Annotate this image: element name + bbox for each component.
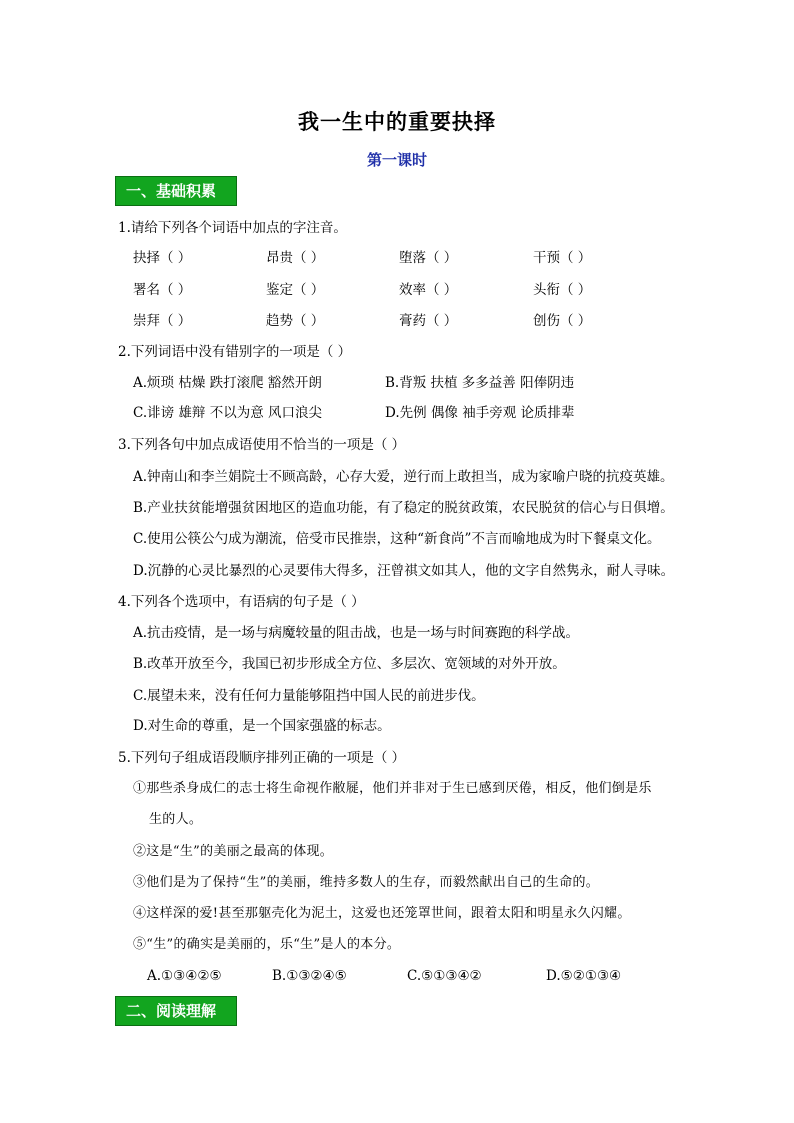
q1-word: 创伤（ ） <box>533 313 592 329</box>
q5-option-d: D.⑤②①③④ <box>546 968 622 984</box>
question-1-stem: 1.请给下列各个词语中加点的字注音。 <box>118 220 347 236</box>
page-title: 我一生中的重要抉择 <box>298 110 496 134</box>
q4-option-d: D.对生命的尊重，是一个国家强盛的标志。 <box>133 718 391 734</box>
q5-sentence-4: ④这样深的爱!甚至那躯壳化为泥土，这爱也还笼罩世间，跟着太阳和明星永久闪耀。 <box>133 906 631 921</box>
q2-option-d: D.先例 偶像 袖手旁观 论质排辈 <box>385 405 575 421</box>
section-header-reading: 二、阅读理解 <box>115 996 237 1026</box>
q1-word: 昂贵（ ） <box>266 250 325 266</box>
q5-option-b: B.①③②④⑤ <box>272 968 347 984</box>
q5-sentence-2: ②这是“生”的美丽之最高的体现。 <box>133 844 334 859</box>
q1-word: 崇拜（ ） <box>133 313 192 329</box>
q3-option-c: C.使用公筷公勺成为潮流，倍受市民推崇，这种“新食尚”不言而喻地成为时下餐桌文化。 <box>133 531 661 547</box>
page-subtitle: 第一课时 <box>366 151 427 169</box>
q3-option-a: A.钟南山和李兰娟院士不顾高龄，心存大爱，逆行而上敢担当，成为家喻户晓的抗疫英雄。 <box>133 469 674 485</box>
q5-option-a: A.①③④②⑤ <box>147 968 222 984</box>
q1-word: 干预（ ） <box>533 250 592 266</box>
q4-option-b: B.改革开放至今，我国已初步形成全方位、多层次、宽领域的对外开放。 <box>133 656 566 672</box>
q1-word: 效率（ ） <box>399 282 458 298</box>
q1-word: 头衔（ ） <box>533 282 592 298</box>
question-5-stem: 5.下列句子组成语段顺序排列正确的一项是（ ） <box>118 750 406 766</box>
q4-option-c: C.展望未来，没有任何力量能够阻挡中国人民的前进步伐。 <box>133 688 485 704</box>
q5-option-c: C.⑤①③④② <box>407 968 482 984</box>
q2-option-c: C.诽谤 雄辩 不以为意 风口浪尖 <box>133 405 323 421</box>
q1-word: 趋势（ ） <box>266 313 325 329</box>
q2-option-b: B.背叛 扶植 多多益善 阳俸阴违 <box>385 375 575 391</box>
q1-word: 署名（ ） <box>133 282 192 298</box>
q5-sentence-3: ③他们是为了保持“生”的美丽，维持多数人的生存，而毅然献出自己的生命的。 <box>133 875 600 890</box>
section-header-basic: 一、基础积累 <box>115 176 237 206</box>
q1-word: 鉴定（ ） <box>266 282 325 298</box>
q1-word: 膏药（ ） <box>399 313 458 329</box>
q5-sentence-5: ⑤“生”的确实是美丽的，乐“生”是人的本分。 <box>133 937 401 952</box>
q3-option-d: D.沉静的心灵比暴烈的心灵要伟大得多，汪曾祺文如其人，他的文字自然隽永，耐人寻味。 <box>133 563 675 579</box>
q4-option-a: A.抗击疫情，是一场与病魔较量的阻击战，也是一场与时间赛跑的科学战。 <box>133 625 580 641</box>
question-4-stem: 4.下列各个选项中，有语病的句子是（ ） <box>118 594 365 610</box>
q2-option-a: A.烦琐 枯燥 跌打滚爬 豁然开朗 <box>133 375 322 391</box>
q1-word: 堕落（ ） <box>399 250 458 266</box>
q1-word: 抉择（ ） <box>133 250 192 266</box>
question-3-stem: 3.下列各句中加点成语使用不恰当的一项是（ ） <box>118 437 406 453</box>
q3-option-b: B.产业扶贫能增强贫困地区的造血功能，有了稳定的脱贫政策，农民脱贫的信心与日俱增。 <box>133 500 674 516</box>
question-2-stem: 2.下列词语中没有错别字的一项是（ ） <box>118 344 352 360</box>
q5-sentence-1-cont: 生的人。 <box>149 812 203 827</box>
q5-sentence-1: ①那些杀身成仁的志士将生命视作敝屣，他们并非对于生已感到厌倦，相反，他们倒是乐 <box>133 781 652 796</box>
